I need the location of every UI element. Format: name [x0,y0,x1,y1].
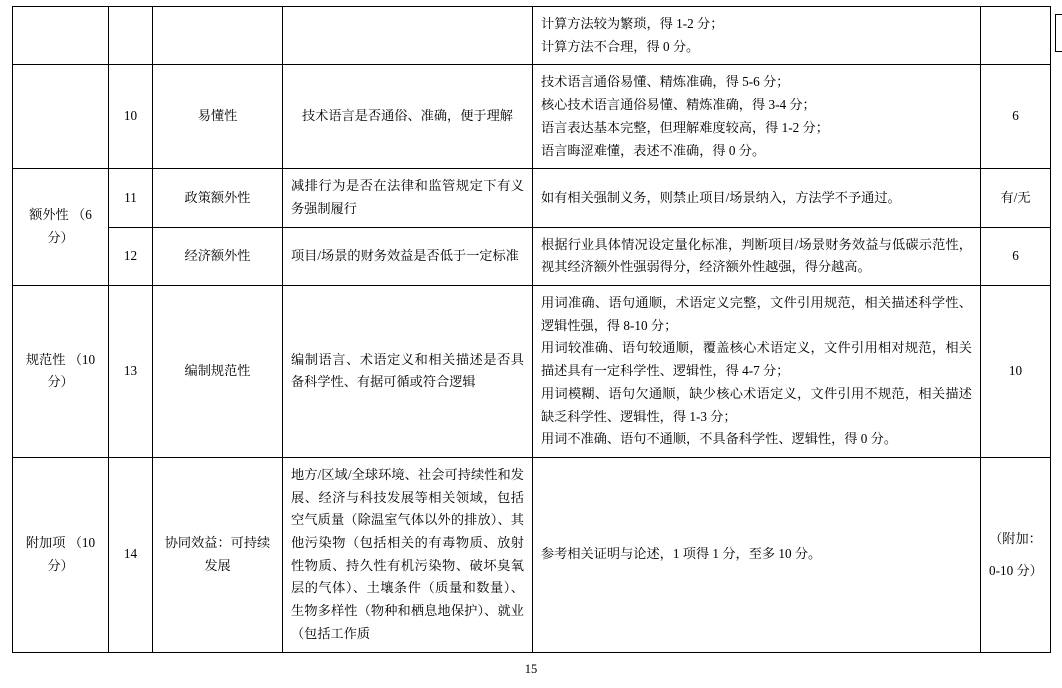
table-row [13,65,1051,169]
row-item: 协同效益：可持续发展 [153,457,283,652]
row-criteria [533,227,981,285]
row-description: 技术语言是否通俗、准确，便于理解 [283,65,533,169]
row-category [13,457,109,652]
row-criteria [533,7,981,65]
row-number: 12 [109,227,153,285]
row-criteria [533,169,981,227]
row-description: 编制语言、术语定义和相关描述是否具备科学性、有据可循或符合逻辑 [283,286,533,458]
category-line: 规范性 [25,351,66,367]
category-line: 附加项 [25,535,66,551]
row-score: 有/无 [981,169,1051,227]
criteria-line: 核心技术语言通俗易懂、精炼准确，得 3-4 分； [541,97,816,113]
row-score [981,457,1051,652]
criteria-line: 用词准确、语句通顺，术语定义完整，文件引用规范，相关描述科学性、逻辑性强，得 8-10 分； [541,295,972,333]
row-number: 11 [109,169,153,227]
row-item: 易懂性 [153,65,283,169]
row-category [13,65,109,169]
row-category [13,169,109,286]
criteria-line: 如有相关强制义务，则禁止项目/场景纳入，方法学不予通过。 [541,189,901,205]
row-score: 6 [981,65,1051,169]
row-score: 6 [981,227,1051,285]
row-category [13,286,109,458]
row-item: 编制规范性 [153,286,283,458]
criteria-line: 技术语言通俗易懂、精炼准确，得 5-6 分； [541,74,790,90]
row-criteria [533,65,981,169]
row-criteria [533,457,981,652]
criteria-line: 计算方法不合理，得 0 分。 [541,38,700,54]
criteria-line: 语言表达基本完整，但理解难度较高，得 1-2 分； [541,119,829,135]
score-line: （附加： [989,531,1042,547]
criteria-line: 用词较准确、语句较通顺，覆盖核心术语定义，文件引用相对规范，相关描述具有一定科学性、逻辑性，得 4-7 分； [541,340,972,379]
row-number [109,7,153,65]
category-line: 额外性 [29,207,69,223]
row-item [153,7,283,65]
row-description: 项目/场景的财务效益是否低于一定标准 [283,227,533,285]
scoring-criteria-table [12,6,1051,653]
table-row [13,457,1051,652]
row-number: 14 [109,457,153,652]
table-row [13,169,1051,227]
criteria-line: 用词不准确、语句不通顺，不具备科学性、逻辑性，得 0 分。 [541,431,898,447]
criteria-line: 计算方法较为繁琐，得 1-2 分； [541,16,724,31]
row-description: 地方/区域/全球环境、社会可持续性和发展、经济与科技发展等相关领域，包括空气质量（除温室气体以外的排放）、其他污染物（包括相关的有毒物质、放射性物质、持久性有机污染物、破坏臭氧层的气体）、土壤条件（质量和数量）、生物多样性（物种和栖息地保护）、就业（包括工作质 [283,457,533,652]
criteria-line: 用词模糊、语句欠通顺，缺少核心术语定义，文件引用不规范，相关描述缺乏科学性、逻辑性，得 1-3 分； [541,385,972,424]
criteria-line: 语言晦涩难懂，表述不准确，得 0 分。 [541,142,766,158]
row-item: 政策额外性 [153,169,283,227]
table-row [13,286,1051,458]
row-item: 经济额外性 [153,227,283,285]
row-score [981,7,1051,65]
row-description: 减排行为是否在法律和监管规定下有义务强制履行 [283,169,533,227]
page-number: 15 [524,662,538,676]
table-row [13,7,1051,65]
score-line: 0-10 分） [989,562,1043,578]
criteria-line: 参考相关证明与论述，1 项得 1 分，至多 10 分。 [541,546,822,562]
row-number: 13 [109,286,153,458]
table-row [13,227,1051,285]
row-category [13,7,109,65]
row-score: 10 [981,286,1051,458]
row-criteria [533,286,981,458]
category-line: （10 分） [47,535,96,573]
row-description [283,7,533,65]
page-edge-marker [1055,14,1062,52]
criteria-line: 根据行业具体情况设定量化标准，判断项目/场景财务效益与低碳示范性，视其经济额外性强弱得分，经济额外性越强，得分越高。 [541,236,972,275]
row-number: 10 [109,65,153,169]
category-line: （10 分） [47,351,96,390]
category-line: （6 分） [47,207,92,246]
